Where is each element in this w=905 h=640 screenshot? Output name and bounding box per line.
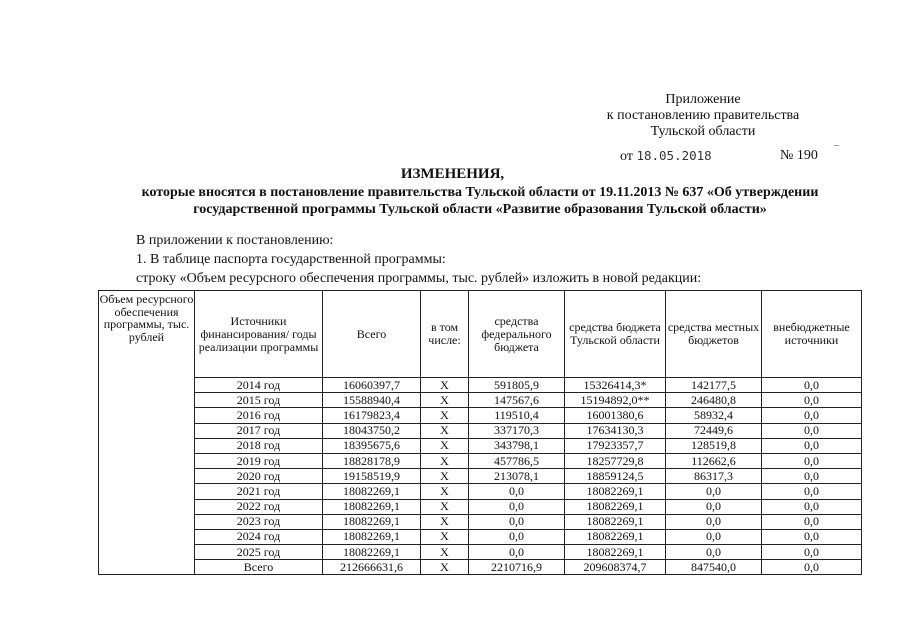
- cell-including: X: [421, 438, 469, 453]
- cell-offbudget: 0,0: [762, 514, 862, 529]
- row-label-cell: Объем ресурсного обеспечения программы, тыс. рублей: [99, 291, 195, 575]
- cell-total: 16179823,4: [323, 408, 421, 423]
- cell-federal: 0,0: [469, 545, 565, 560]
- cell-local: 847540,0: [666, 560, 762, 575]
- paragraph-3: строку «Объем ресурсного обеспечения программы, тыс. рублей» изложить в новой редакции:: [136, 271, 702, 286]
- cell-offbudget: 0,0: [762, 408, 862, 423]
- cell-regional: 18082269,1: [565, 545, 666, 560]
- cell-federal: 591805,9: [469, 378, 565, 393]
- table-row: [99, 469, 862, 484]
- cell-regional: 17634130,3: [565, 423, 666, 438]
- cell-total: 18082269,1: [323, 514, 421, 529]
- cell-federal: 0,0: [469, 484, 565, 499]
- table-row: [99, 529, 862, 544]
- table-header-row: [99, 291, 862, 378]
- cell-total: 18082269,1: [323, 545, 421, 560]
- cell-total: 212666631,6: [323, 560, 421, 575]
- cell-including: X: [421, 560, 469, 575]
- cell-local: 72449,6: [666, 423, 762, 438]
- cell-year: 2020 год: [195, 469, 323, 484]
- cell-federal: 213078,1: [469, 469, 565, 484]
- cell-regional: 18082269,1: [565, 499, 666, 514]
- cell-local: 0,0: [666, 484, 762, 499]
- header-offbudget: внебюджетные источники: [762, 291, 862, 378]
- cell-federal: 0,0: [469, 514, 565, 529]
- cell-year: 2018 год: [195, 438, 323, 453]
- cell-offbudget: 0,0: [762, 529, 862, 544]
- cell-including: X: [421, 453, 469, 468]
- cell-including: X: [421, 393, 469, 408]
- table-row: [99, 484, 862, 499]
- cell-year: 2022 год: [195, 499, 323, 514]
- cell-local: 128519,8: [666, 438, 762, 453]
- cell-local: 0,0: [666, 514, 762, 529]
- cell-offbudget: 0,0: [762, 499, 862, 514]
- cell-year: 2021 год: [195, 484, 323, 499]
- cell-year: 2017 год: [195, 423, 323, 438]
- table-row: [99, 438, 862, 453]
- appendix-block: [573, 92, 833, 140]
- paragraph-2: 1. В таблице паспорта государственной программы:: [136, 252, 446, 267]
- cell-total: 18082269,1: [323, 499, 421, 514]
- funding-table: [98, 290, 862, 575]
- header-including: в том числе:: [421, 291, 469, 378]
- cell-federal: 337170,3: [469, 423, 565, 438]
- header-total: Всего: [323, 291, 421, 378]
- cell-total: 18082269,1: [323, 484, 421, 499]
- document-subtitle: которые вносятся в постановление правительства Тульской области от 19.11.2013 № 637 «Об утверждении государственной программы Тульской области «Развитие образования Тульской области»: [141, 185, 819, 217]
- cell-regional: 18859124,5: [565, 469, 666, 484]
- cell-regional: 16001380,6: [565, 408, 666, 423]
- cell-federal: 2210716,9: [469, 560, 565, 575]
- header-federal: средства федерального бюджета: [469, 291, 565, 378]
- cell-total: 19158519,9: [323, 469, 421, 484]
- cell-offbudget: 0,0: [762, 545, 862, 560]
- cell-regional: 15194892,0**: [565, 393, 666, 408]
- cell-federal: 0,0: [469, 499, 565, 514]
- document-number: № 190: [780, 148, 818, 163]
- cell-offbudget: 0,0: [762, 438, 862, 453]
- table-row: [99, 453, 862, 468]
- cell-year: 2016 год: [195, 408, 323, 423]
- cell-year: 2024 год: [195, 529, 323, 544]
- cell-including: X: [421, 545, 469, 560]
- cell-local: 0,0: [666, 545, 762, 560]
- date-prefix: от: [620, 149, 633, 164]
- cell-federal: 147567,6: [469, 393, 565, 408]
- table-row: [99, 423, 862, 438]
- cell-year: Всего: [195, 560, 323, 575]
- cell-regional: 18257729,8: [565, 453, 666, 468]
- cell-including: X: [421, 484, 469, 499]
- appendix-line-3: Тульской области: [650, 124, 756, 139]
- cell-including: X: [421, 423, 469, 438]
- cell-local: 58932,4: [666, 408, 762, 423]
- cell-regional: 18082269,1: [565, 514, 666, 529]
- header-regional: средства бюджета Тульской области: [565, 291, 666, 378]
- cell-federal: 457786,5: [469, 453, 565, 468]
- cell-offbudget: 0,0: [762, 469, 862, 484]
- date-value: 18.05.2018: [636, 148, 712, 163]
- cell-including: X: [421, 529, 469, 544]
- table-row: [99, 514, 862, 529]
- cell-offbudget: 0,0: [762, 453, 862, 468]
- cell-total: 18395675,6: [323, 438, 421, 453]
- cell-year: 2015 год: [195, 393, 323, 408]
- cell-including: X: [421, 378, 469, 393]
- header-local: средства местных бюджетов: [666, 291, 762, 378]
- cell-including: X: [421, 514, 469, 529]
- cell-federal: 119510,4: [469, 408, 565, 423]
- cell-regional: 18082269,1: [565, 484, 666, 499]
- cell-local: 112662,6: [666, 453, 762, 468]
- cell-total: 18043750,2: [323, 423, 421, 438]
- dateline: [620, 148, 860, 165]
- cell-local: 246480,8: [666, 393, 762, 408]
- table-total-row: [99, 560, 862, 575]
- table-row: [99, 408, 862, 423]
- cell-total: 18828178,9: [323, 453, 421, 468]
- appendix-line-1: Приложение: [665, 92, 741, 107]
- cell-local: 142177,5: [666, 378, 762, 393]
- cell-offbudget: 0,0: [762, 423, 862, 438]
- cell-year: 2025 год: [195, 545, 323, 560]
- cell-total: 18082269,1: [323, 529, 421, 544]
- cell-year: 2019 год: [195, 453, 323, 468]
- cell-including: X: [421, 499, 469, 514]
- cell-local: 0,0: [666, 529, 762, 544]
- table-row: [99, 499, 862, 514]
- cell-regional: 18082269,1: [565, 529, 666, 544]
- cell-local: 0,0: [666, 499, 762, 514]
- table-row: [99, 378, 862, 393]
- table-row: [99, 545, 862, 560]
- header-sources: Источники финансирования/ годы реализации программы: [195, 291, 323, 378]
- cell-including: X: [421, 469, 469, 484]
- document-title: ИЗМЕНЕНИЯ,: [400, 166, 505, 182]
- cell-total: 15588940,4: [323, 393, 421, 408]
- cell-year: 2023 год: [195, 514, 323, 529]
- cell-offbudget: 0,0: [762, 393, 862, 408]
- cell-federal: 343798,1: [469, 438, 565, 453]
- paragraph-1: В приложении к постановлению:: [136, 233, 334, 248]
- cell-federal: 0,0: [469, 529, 565, 544]
- cell-regional: 15326414,3*: [565, 378, 666, 393]
- appendix-line-2: к постановлению правительства: [606, 108, 800, 123]
- cell-year: 2014 год: [195, 378, 323, 393]
- cell-local: 86317,3: [666, 469, 762, 484]
- table-row: [99, 393, 862, 408]
- cell-offbudget: 0,0: [762, 378, 862, 393]
- cell-offbudget: 0,0: [762, 560, 862, 575]
- cell-regional: 209608374,7: [565, 560, 666, 575]
- cell-offbudget: 0,0: [762, 484, 862, 499]
- pen-mark: –: [834, 140, 839, 151]
- cell-total: 16060397,7: [323, 378, 421, 393]
- cell-regional: 17923357,7: [565, 438, 666, 453]
- cell-including: X: [421, 408, 469, 423]
